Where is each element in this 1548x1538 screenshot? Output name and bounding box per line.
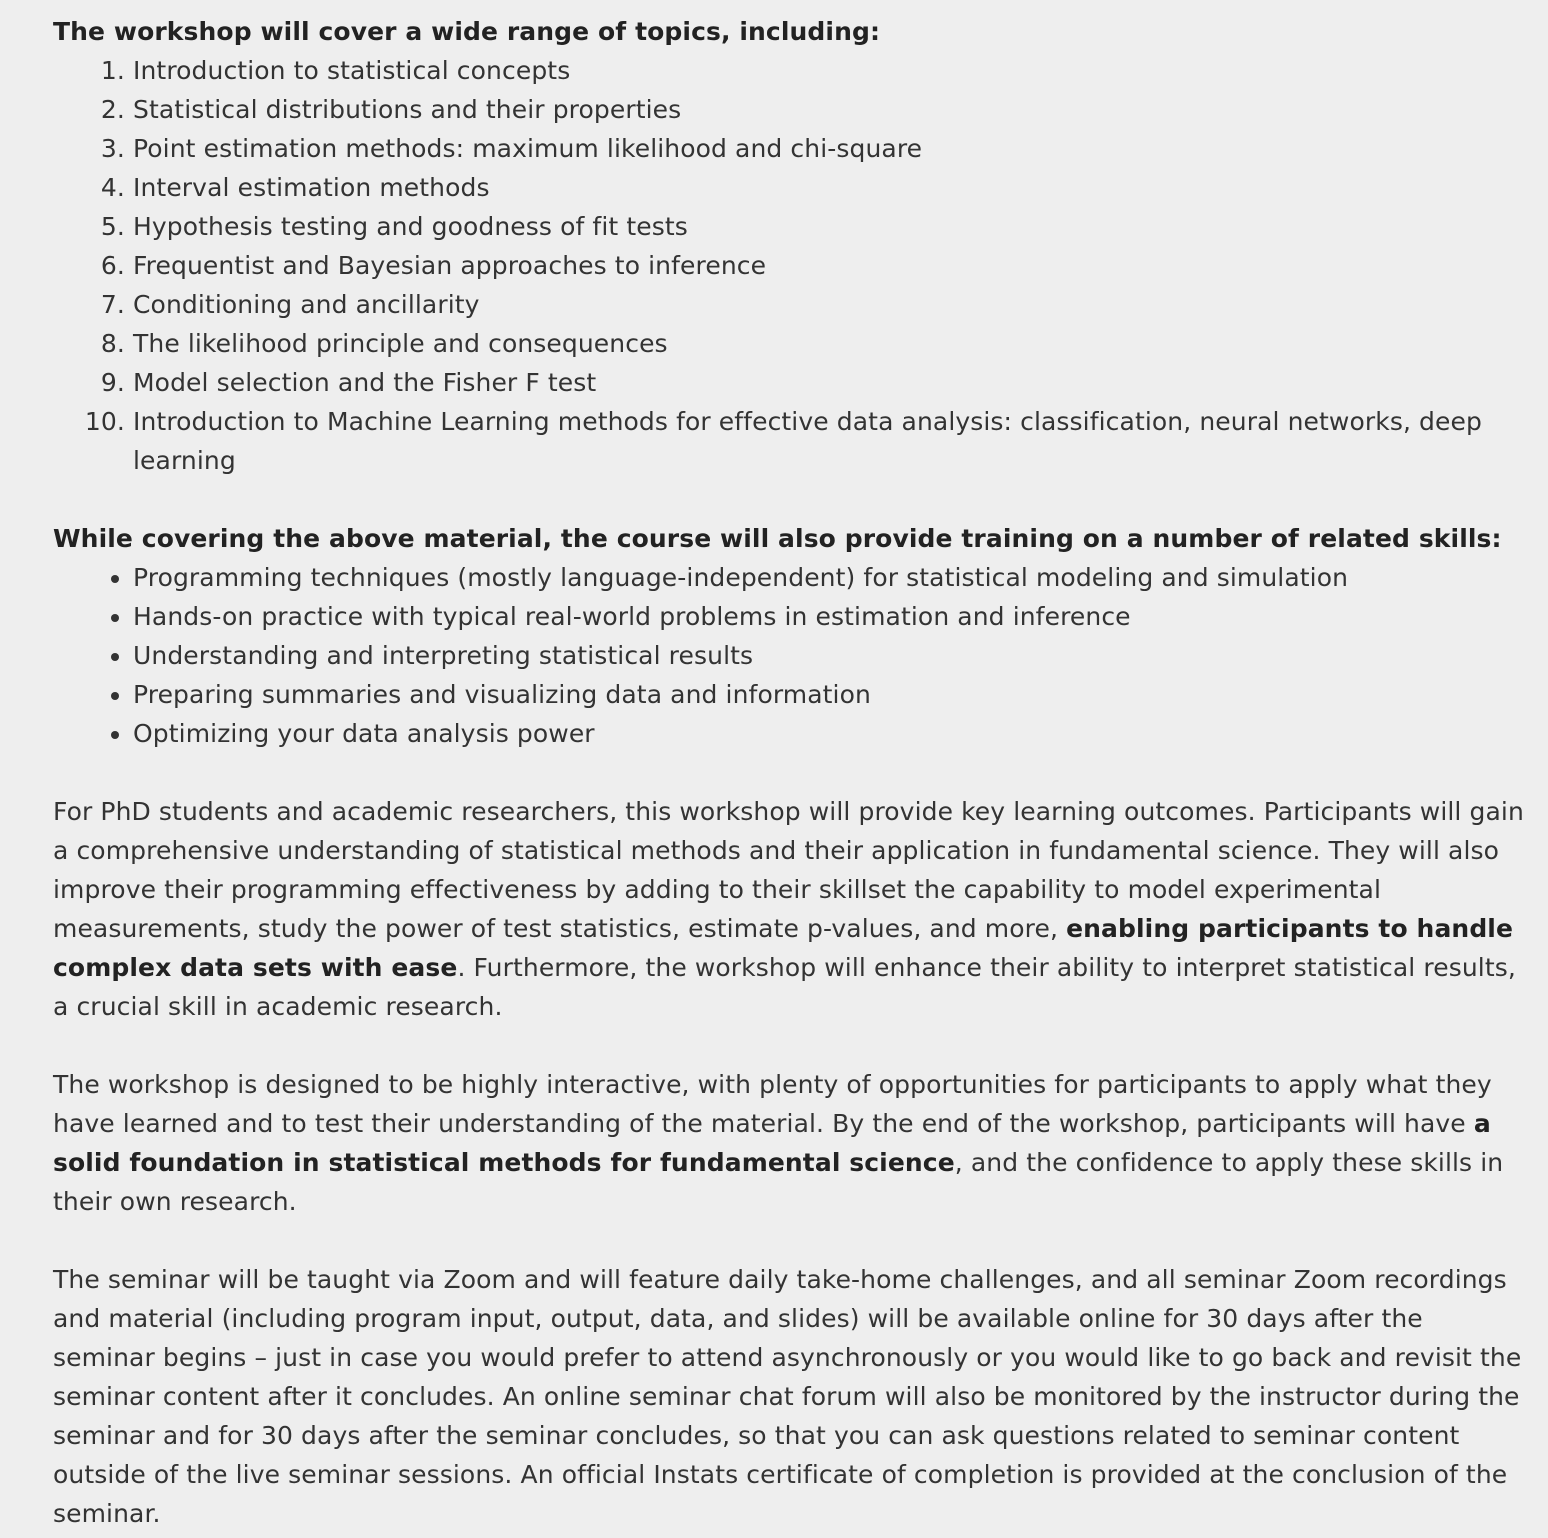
outcomes-text-start: For PhD students and academic researchers, this workshop will provide key learning outcomes. Participants will gain a comprehensive understanding of statistical methods and their application in fundamental science. They will also improve their programming effectiveness by adding to their skillset the capability to model experimental measurements, study the power of test statistics, estimate p-values, and more, bbox=[53, 797, 1524, 943]
topic-item: 8. The likelihood principle and consequences bbox=[133, 324, 1531, 363]
topic-item: 4. Interval estimation methods bbox=[133, 168, 1531, 207]
topics-heading: The workshop will cover a wide range of topics, including: bbox=[53, 17, 881, 46]
interactive-text-start: The workshop is designed to be highly interactive, with plenty of opportunities for participants to apply what they have learned and to test their understanding of the material. By the end of the workshop, participants will have bbox=[53, 1070, 1492, 1138]
skill-item: • Programming techniques (mostly language-independent) for statistical modeling and simulation bbox=[133, 558, 1531, 597]
section-spacer bbox=[53, 480, 1531, 519]
skills-list bbox=[53, 558, 1531, 753]
section-spacer bbox=[53, 1026, 1531, 1065]
section-spacer bbox=[53, 753, 1531, 792]
topic-item: 6. Frequentist and Bayesian approaches to inference bbox=[133, 246, 1531, 285]
topic-item: 10. Introduction to Machine Learning methods for effective data analysis: classification, neural networks, deep learning bbox=[133, 402, 1531, 480]
skills-heading: While covering the above material, the course will also provide training on a number of related skills: bbox=[53, 524, 1502, 553]
interactive-paragraph bbox=[53, 1065, 1531, 1221]
outcomes-paragraph bbox=[53, 792, 1531, 1026]
skill-item: • Hands-on practice with typical real-world problems in estimation and inference bbox=[133, 597, 1531, 636]
skill-item: • Optimizing your data analysis power bbox=[133, 714, 1531, 753]
interactive-text-end: , and the confidence to apply these skills in their own research. bbox=[53, 1148, 1504, 1216]
section-spacer bbox=[53, 1221, 1531, 1260]
topic-item: 1. Introduction to statistical concepts bbox=[133, 51, 1531, 90]
workshop-description bbox=[53, 12, 1531, 1533]
outcomes-emphasis: enabling participants to handle complex data sets with ease bbox=[53, 914, 1514, 982]
topics-list bbox=[53, 51, 1531, 480]
topic-item: 9. Model selection and the Fisher F test bbox=[133, 363, 1531, 402]
skill-item: • Understanding and interpreting statistical results bbox=[133, 636, 1531, 675]
seminar-paragraph: The seminar will be taught via Zoom and will feature daily take-home challenges, and all seminar Zoom recordings and material (including program input, output, data, and slides) will be available online for 30 days after the seminar begins – just in case you would prefer to attend asynchronously or you would like to go back and revisit the seminar content after it concludes. An online seminar chat forum will also be monitored by the instructor during the seminar and for 30 days after the seminar concludes, so that you can ask questions related to seminar content outside of the live seminar sessions. An official Instats certificate of completion is provided at the conclusion of the seminar. bbox=[53, 1265, 1522, 1528]
topic-item: 5. Hypothesis testing and goodness of fit tests bbox=[133, 207, 1531, 246]
topic-item: 7. Conditioning and ancillarity bbox=[133, 285, 1531, 324]
outcomes-text-end: . Furthermore, the workshop will enhance their ability to interpret statistical results, a crucial skill in academic research. bbox=[53, 953, 1516, 1021]
topic-item: 2. Statistical distributions and their properties bbox=[133, 90, 1531, 129]
topic-item: 3. Point estimation methods: maximum likelihood and chi-square bbox=[133, 129, 1531, 168]
interactive-emphasis: a solid foundation in statistical methods for fundamental science bbox=[53, 1109, 1491, 1177]
skill-item: • Preparing summaries and visualizing data and information bbox=[133, 675, 1531, 714]
